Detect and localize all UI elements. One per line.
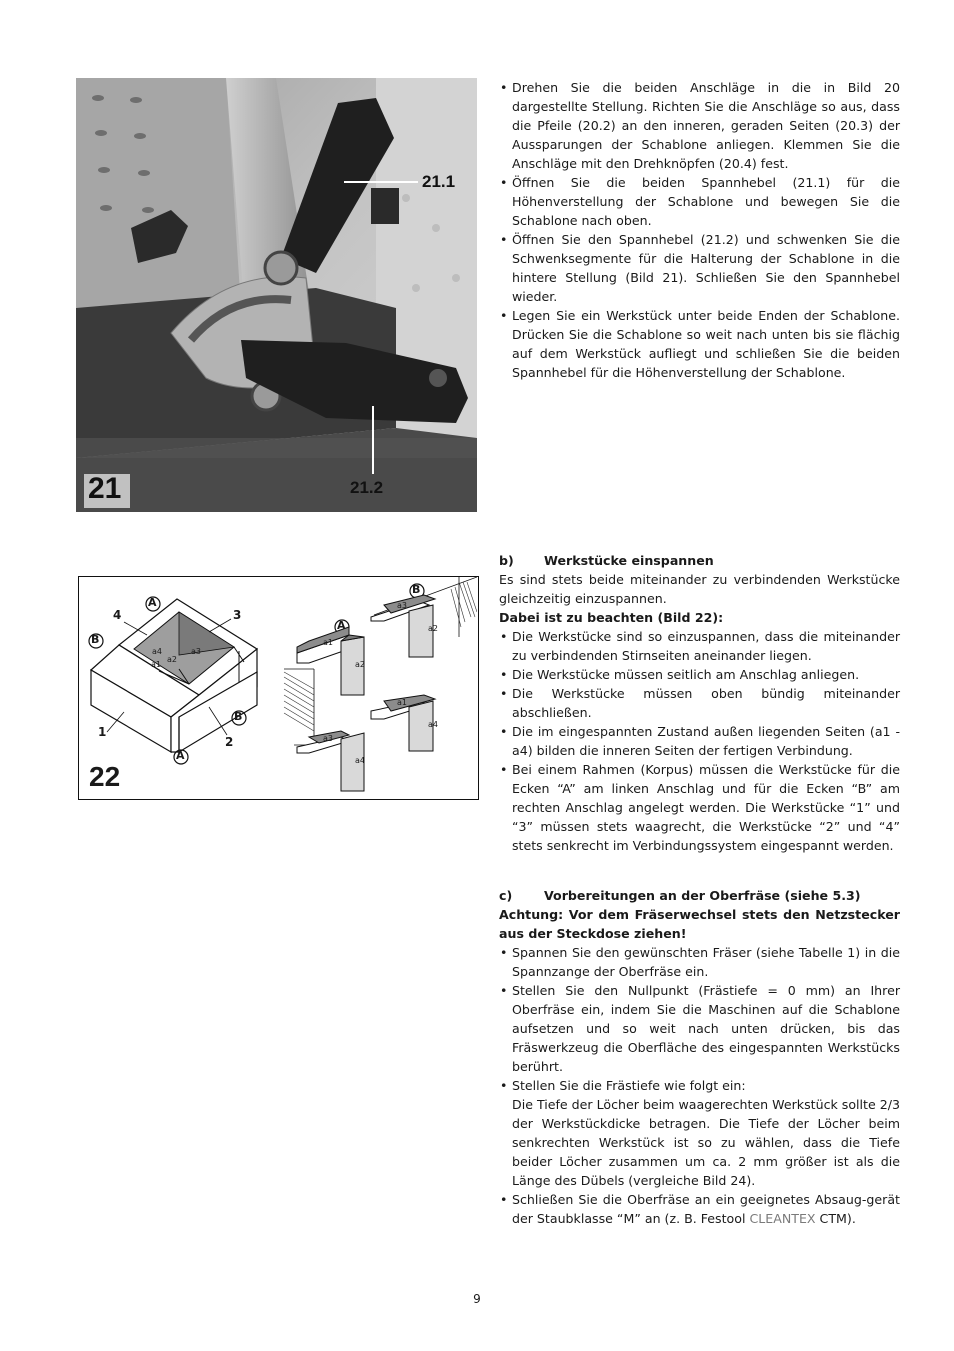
section-c [499, 886, 900, 1228]
section-b-heading [499, 551, 900, 570]
list-item: • Die Werkstücke müssen oben bündig miteinander abschließen. [499, 684, 900, 722]
section-b [499, 551, 900, 855]
list-item [499, 1190, 900, 1228]
callout-21-1: 21.1 [422, 172, 456, 191]
fig22-label-A: A [176, 749, 185, 762]
figure-21-photo [76, 78, 477, 512]
fig22-label-B: B [412, 583, 421, 596]
list-item: • Stellen Sie den Nullpunkt (Frästiefe = 0 mm) an Ihrer Oberfräse ein, indem Sie die Maschinen auf die Schablone aufsetzen und so weit nach unten drücken, bis das Fräswerkzeug die Oberfläche des eingespannten Werkstücks berührt. [499, 981, 900, 1076]
fig22-label-a3: a3 [191, 647, 201, 656]
brand-cleantex: CLEANTEX [749, 1211, 816, 1226]
fig22-label-a2: a2 [428, 624, 438, 633]
fig22-label-a4: a4 [428, 720, 438, 729]
fig22-label-A: A [148, 596, 157, 609]
fig22-label-a4: a4 [152, 647, 162, 656]
fig22-label-a2: a2 [167, 655, 177, 664]
fig22-label-a2: a2 [355, 660, 365, 669]
section-b-number: b) [499, 553, 514, 568]
fig22-label-4: 4 [113, 608, 122, 622]
fig22-label-2: 2 [225, 735, 234, 749]
section-b-intro: Es sind stets beide miteinander zu verbindenden Werkstücke gleichzeitig einzuspannen. [499, 572, 900, 606]
callout-21-2: 21.2 [350, 478, 384, 497]
fig22-label-3: 3 [233, 608, 242, 622]
list-item-text: Schließen Sie die Oberfräse an ein geeignetes Absaug-gerät der Staubklasse “M” an (z. B. Festool [512, 1192, 900, 1226]
list-item: • Die Werkstücke sind so einzuspannen, dass die miteinander zu verbindenden Stirnseiten aneinander liegen. [499, 627, 900, 665]
figure-22-diagram [78, 576, 479, 800]
list-item: • Drehen Sie die beiden Anschläge in die in Bild 20 dargestellte Stellung. Richten Sie die Anschläge so aus, dass die Pfeile (20.2) an den inneren, geraden Seiten (20.3) der Aussparungen der Schablone anliegen. Klemmen Sie die Anschläge mit den Drehknöpfen (20.4) fest. [499, 78, 900, 173]
section-c-warning: Achtung: Vor dem Fräserwechsel stets den Netzstecker aus der Steckdose ziehen! [499, 907, 900, 941]
fig22-label-a3: a3 [397, 601, 407, 610]
section-c-heading [499, 886, 900, 905]
list-item: • Öffnen Sie die beiden Spannhebel (21.1) für die Höhenverstellung der Schablone und bewegen Sie die Schablone nach oben. [499, 173, 900, 230]
list-item: • Legen Sie ein Werkstück unter beide Enden der Schablone. Drücken Sie die Schablone so weit nach unten bis sie flächig auf dem Werkstück aufliegt und schließen Sie die beiden Spannhebel für die Höhenverstellung der Schablone. [499, 306, 900, 382]
fig22-label-A: A [337, 619, 346, 632]
fig22-label-B: B [234, 710, 243, 723]
fig22-label-a4: a4 [355, 756, 365, 765]
fig22-label-a1: a1 [397, 698, 407, 707]
list-item-text-end: CTM). [815, 1211, 856, 1226]
fig22-label-a1: a1 [323, 638, 333, 647]
list-item-lead: Stellen Sie die Frästiefe wie folgt ein: [512, 1078, 746, 1093]
section-b-note: Dabei ist zu beachten (Bild 22): [499, 610, 724, 625]
page-number: 9 [473, 1292, 481, 1306]
section-c-title: Vorbereitungen an der Oberfräse (siehe 5.3) [544, 888, 861, 903]
list-item: • Öffnen Sie den Spannhebel (21.2) und schwenken Sie die Schwenksegmente für die Halterung der Schablone in die hintere Stellung (Bild 21). Schließen Sie den Spannhebel wieder. [499, 230, 900, 306]
list-item: • Die im eingespannten Zustand außen liegenden Seiten (a1 - a4) bilden die inneren Seiten der fertigen Verbindung. [499, 722, 900, 760]
section-c-number: c) [499, 888, 513, 903]
fig22-label-B: B [91, 633, 100, 646]
list-item-body: Die Tiefe der Löcher beim waagerechten Werkstück sollte 2/3 der Werkstückdicke betragen. Die Tiefe der Löcher beim senkrechten Werkstück ist so zu wählen, dass die Tiefe beider Löcher zusammen um ca. 2 mm größer ist als die Länge des Dübels (vergleiche Bild 24). [512, 1097, 901, 1188]
fig22-label-a1: a1 [151, 660, 161, 669]
section-top-text [499, 78, 900, 382]
figure-21-number: 21 [88, 472, 122, 505]
list-item [499, 1076, 900, 1190]
fig22-label-a3: a3 [323, 734, 333, 743]
section-b-title: Werkstücke einspannen [544, 553, 714, 568]
fig22-label-1: 1 [98, 725, 107, 739]
list-item: • Bei einem Rahmen (Korpus) müssen die Werkstücke für die Ecken “A” am linken Anschlag und für die Ecken “B” am rechten Anschlag angelegt werden. Die Werkstücke “1” und “3” müssen stets waagrecht, die Werkstücke “2” und “4” stets senkrecht im Verbindungssystem eingespannt werden. [499, 760, 900, 855]
list-item: • Die Werkstücke müssen seitlich am Anschlag anliegen. [499, 665, 900, 684]
list-item: • Spannen Sie den gewünschten Fräser (siehe Tabelle 1) in die Spannzange der Oberfräse ein. [499, 943, 900, 981]
fig22-number: 22 [89, 761, 121, 792]
